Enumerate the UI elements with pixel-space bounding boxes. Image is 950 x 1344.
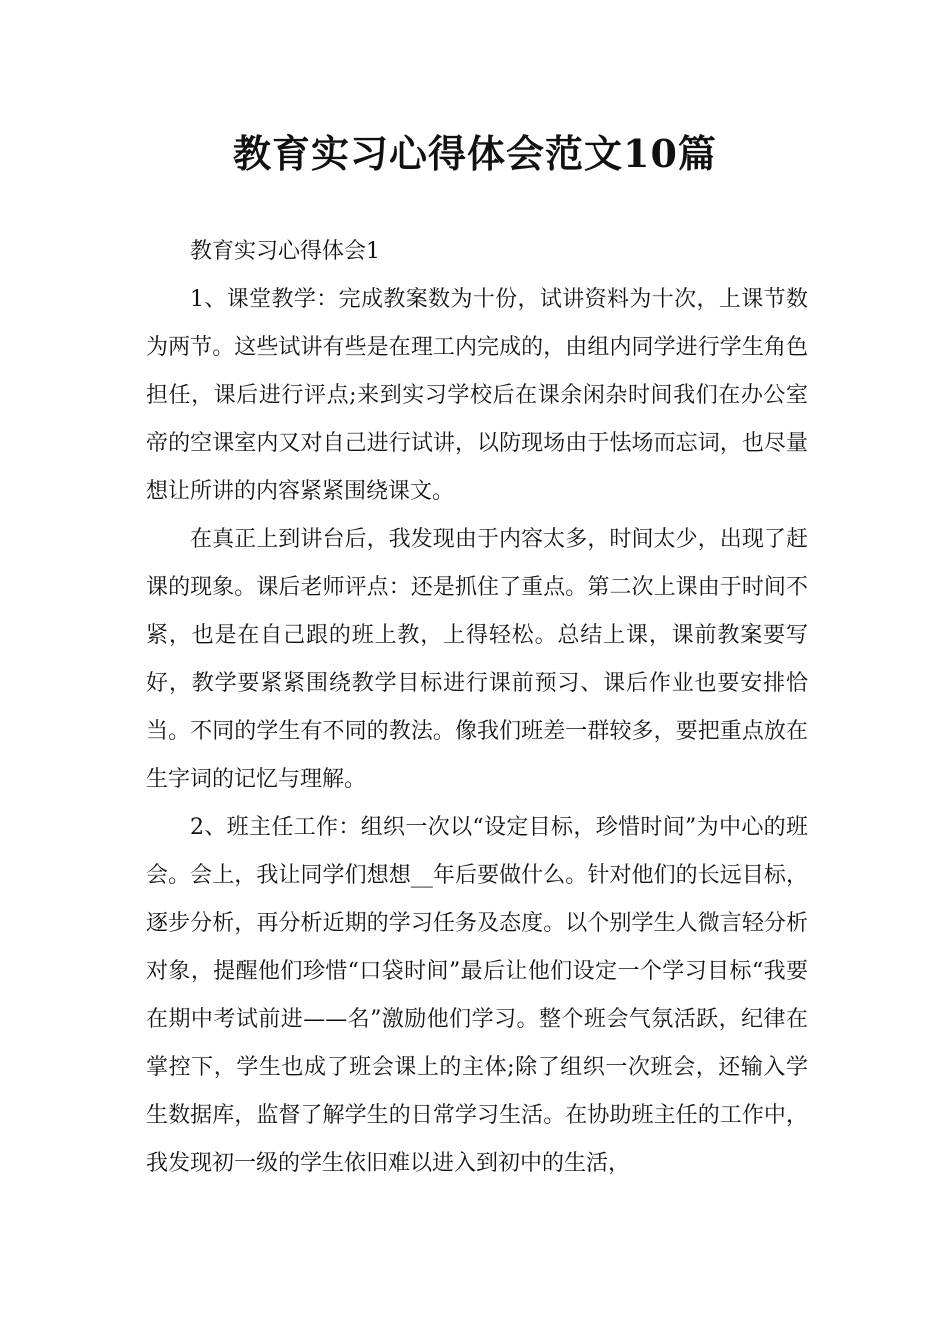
paragraph-1: 1、课堂教学：完成教案数为十份，试讲资料为十次，上课节数为两节。这些试讲有些是在理工内完成的，由组内同学进行学生角色担任，课后进行评点;来到实习学校后在课余闲杂时间我们在办公室帝的空课室内又对自己进行试讲，以防现场由于怯场而忘词，也尽量想让所讲的内容紧紧围绕课文。	[146, 287, 808, 504]
paragraph-2: 在真正上到讲台后，我发现由于内容太多，时间太少，出现了赶课的现象。课后老师评点：还是抓住了重点。第二次上课由于时间不紧，也是在自己跟的班上教，上得轻松。总结上课，课前教案要写好，教学要紧紧围绕教学目标进行课前预习、课后作业也要安排恰当。不同的学生有不同的教法。像我们班差一群较多，要把重点放在生字词的记忆与理解。	[146, 527, 808, 792]
paragraph-3: 2、班主任工作：组织一次以“设定目标，珍惜时间”为中心的班会。会上，我让同学们想想__年后要做什么。针对他们的长远目标，逐步分析，再分析近期的学习任务及态度。以个别学生人微言轻分析对象，提醒他们珍惜“口袋时间”最后让他们设定一个学习目标“我要在期中考试前进——名”激励他们学习。整个班会气氛活跃，纪律在掌控下，学生也成了班会课上的主体;除了组织一次班会，还输入学生数据库，监督了解学生的日常学习生活。在协助班主任的工作中，我发现初一级的学生依旧难以进入到初中的生活，	[146, 815, 808, 1176]
document-body	[146, 228, 808, 1188]
document-title: 教育实习心得体会范文10篇	[233, 131, 717, 176]
section-title: 教育实习心得体会1	[190, 239, 380, 264]
